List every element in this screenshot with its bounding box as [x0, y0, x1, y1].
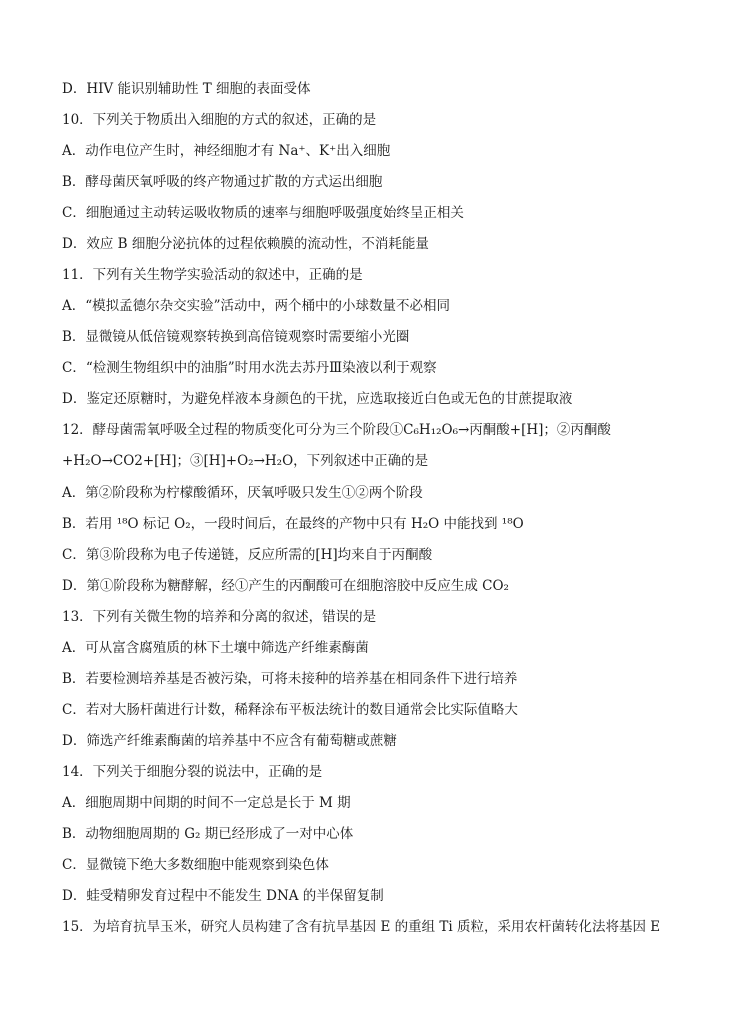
- question-stem: 15．为培育抗旱玉米，研究人员构建了含有抗旱基因 E 的重组 Ti 质粒，采用农杆菌转化法将基因 E: [62, 919, 661, 935]
- question-stem: 12．酵母菌需氧呼吸全过程的物质变化可分为三个阶段①C₆H₁₂O₆→丙酮酸+[H]；②丙酮酸: [62, 422, 611, 438]
- question-stem: 11．下列有关生物学实验活动的叙述中，正确的是: [62, 267, 363, 283]
- question-stem-continued: +H₂O→CO2+[H]；③[H]+O₂→H₂O，下列叙述中正确的是: [62, 453, 429, 469]
- option-line: C．显微镜下绝大多数细胞中能观察到染色体: [62, 857, 329, 873]
- question-stem: 13．下列有关微生物的培养和分离的叙述，错误的是: [62, 609, 377, 625]
- option-line: D．鉴定还原糖时，为避免样液本身颜色的干扰，应选取接近白色或无色的甘蔗提取液: [62, 391, 573, 407]
- question-stem: 14．下列关于细胞分裂的说法中，正确的是: [62, 764, 323, 780]
- option-line: B．显微镜从低倍镜观察转换到高倍镜观察时需要缩小光圈: [62, 329, 410, 345]
- option-line: C．细胞通过主动转运吸收物质的速率与细胞呼吸强度始终呈正相关: [62, 205, 464, 221]
- option-line: B．动物细胞周期的 G₂ 期已经形成了一对中心体: [62, 826, 354, 842]
- option-line: D．筛选产纤维素酶菌的培养基中不应含有葡萄糖或蔗糖: [62, 733, 397, 749]
- question-stem: 10．下列关于物质出入细胞的方式的叙述，正确的是: [62, 112, 377, 128]
- option-line: A．“模拟孟德尔杂交实验”活动中，两个桶中的小球数量不必相同: [62, 298, 451, 314]
- option-line: D．第①阶段称为糖酵解，经①产生的丙酮酸可在细胞溶胶中反应生成 CO₂: [62, 578, 509, 594]
- option-line: C．若对大肠杆菌进行计数，稀释涂布平板法统计的数目通常会比实际值略大: [62, 702, 518, 718]
- option-line: D．效应 B 细胞分泌抗体的过程依赖膜的流动性，不消耗能量: [62, 236, 429, 252]
- option-line: A．细胞周期中间期的时间不一定总是长于 M 期: [62, 795, 351, 811]
- option-line: C．“检测生物组织中的油脂”时用水洗去苏丹Ⅲ染液以利于观察: [62, 360, 437, 376]
- text-line: D．HIV 能识别辅助性 T 细胞的表面受体: [62, 81, 311, 97]
- option-line: A．动作电位产生时，神经细胞才有 Na⁺、K⁺出入细胞: [62, 143, 391, 159]
- option-line: A．可从富含腐殖质的林下土壤中筛选产纤维素酶菌: [62, 640, 369, 656]
- option-line: B．酵母菌厌氧呼吸的终产物通过扩散的方式运出细胞: [62, 174, 383, 190]
- option-line: A．第②阶段称为柠檬酸循环，厌氧呼吸只发生①②两个阶段: [62, 485, 423, 501]
- option-line: B．若用 ¹⁸O 标记 O₂，一段时间后，在最终的产物中只有 H₂O 中能找到 ¹⁸O: [62, 516, 524, 532]
- option-line: D．蛙受精卵发育过程中不能发生 DNA 的半保留复制: [62, 888, 384, 904]
- option-line: B．若要检测培养基是否被污染，可将未接种的培养基在相同条件下进行培养: [62, 671, 518, 687]
- option-line: C．第③阶段称为电子传递链，反应所需的[H]均来自于丙酮酸: [62, 547, 433, 563]
